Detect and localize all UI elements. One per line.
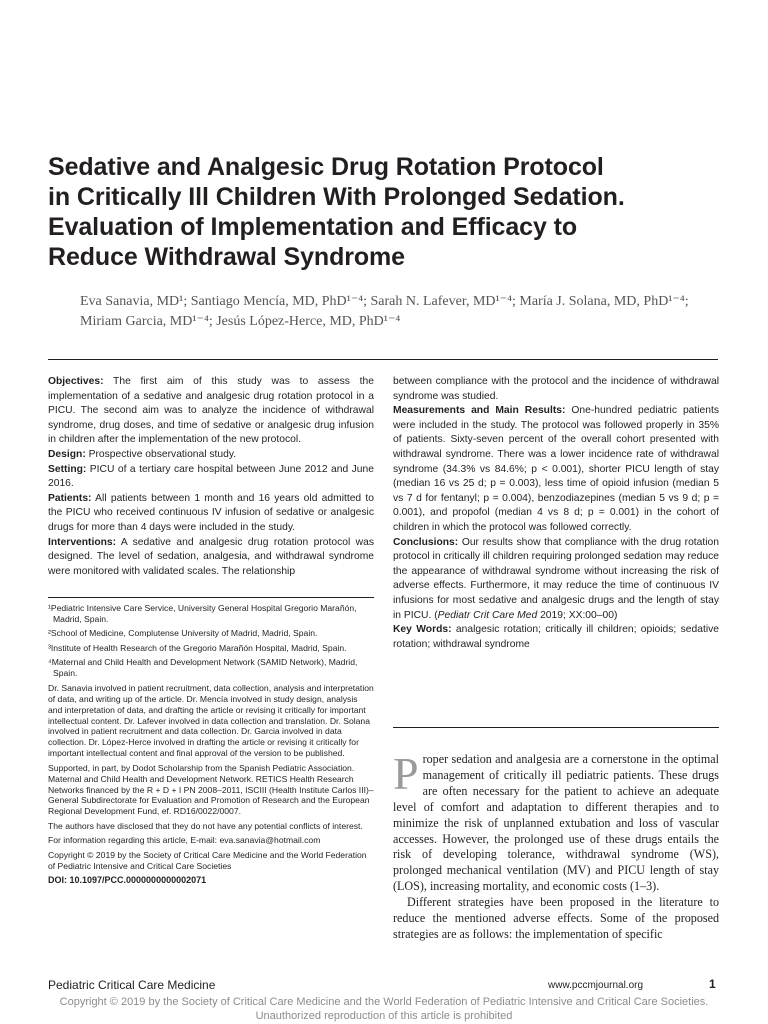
abstract-setting: Setting: PICU of a tertiary care hospital between June 2012 and June 2016. [48,463,374,490]
contact-info: For information regarding this article, E-mail: eva.sanavia@hotmail.com [48,835,321,846]
abstract-interventions: Interventions: A sedative and analgesic drug rotation protocol was designed. The level of sedation, analgesia, and withdrawal syndrome were monitored with validated scales. The relationship [48,536,374,577]
abstract-right-column [393,375,719,652]
abstract-design: Design: Prospective observational study. [48,448,237,460]
introduction-text [393,748,719,943]
affiliation-divider [48,597,374,598]
affiliation-2: ²School of Medicine, Complutense University of Madrid, Madrid, Spain. [48,628,318,639]
header-divider [48,359,718,360]
abstract-keywords: Key Words: analgesic rotation; critically ill children; opioids; sedative rotation; withdrawal syndrome [393,624,719,650]
watermark-line: Copyright © 2019 by the Society of Critical Care Medicine and the World Federation of Pediatric Intensive and Critical Care Societies. [59,996,709,1008]
watermark-line: Unauthorized reproduction of this article is prohibited [255,1010,513,1022]
abstract-left-column [48,375,374,579]
author-list [80,292,730,332]
author-contributions: Dr. Sanavia involved in patient recruitment, data collection, analysis and interpretation of data, and writing up of the article. Dr. Mencía involved in study design, analysis and interpretation of data, and drafting the article or revising it critically for important intellectual content. Dr. Lafever involved in data collection and translation. Dr. Solana involved in patient recruitment and data collection. Dr. Garcia involved in data collection. Dr. López-Herce involved in drafting the article or revising it critically for important intellectual content and final approval of the version to be published. [48,682,374,759]
affiliation-4: ⁴Maternal and Child Health and Development Network (SAMID Network), Madrid, Spain. [48,657,358,679]
abstract-conclusions: Conclusions: Our results show that compliance with the drug rotation protocol in critically ill children requiring prolonged sedation may reduce the appearance of withdrawal syndrome without increasing the risk of adverse effects. Furthermore, it may reduce the time of continuous IV infusions for most sedative and analgesic drugs and the length of stay in PICU. (Pediatr Crit Care Med 2019; XX:00–00) [393,536,719,621]
title-line: Evaluation of Implementation and Efficacy to [48,213,578,241]
title-line: in Critically Ill Children With Prolonged Sedation. [48,183,625,211]
copyright-watermark [0,995,768,1023]
abstract-objectives: Objectives: The first aim of this study was to assess the implementation of a sedative and analgesic drug rotation protocol in a PICU. The second aim was to analyze the incidence of withdrawal syndrome, drug doses, and time of sedative or analgesic drug infusion in children after the implementation of the new protocol. [48,376,374,446]
drop-cap: P [393,748,419,799]
author-line: Miriam Garcia, MD¹⁻⁴; Jesús López-Herce, MD, PhD¹⁻⁴ [80,314,401,329]
abstract-interventions-cont: between compliance with the protocol and the incidence of withdrawal syndrome was studied. [393,376,719,402]
conflict-statement: The authors have disclosed that they do not have any potential conflicts of interest. [48,820,363,831]
intro-paragraph-2: Different strategies have been proposed in the literature to reduce the mentioned adverse effects. Some of the proposed strategies are as follows: the implementation of specific [393,895,719,941]
page-number: 1 [709,977,716,991]
article-title [48,152,728,272]
footer-journal-name: Pediatric Critical Care Medicine [48,978,216,992]
affiliation-1: ¹Pediatric Intensive Care Service, University General Hospital Gregorio Marañón, Madrid, Spain. [48,603,357,624]
title-line: Sedative and Analgesic Drug Rotation Protocol [48,153,604,181]
copyright-note: Copyright © 2019 by the Society of Critical Care Medicine and the World Federation of Pediatric Intensive and Critical Care Societies [48,849,367,871]
front-matter-notes [48,603,374,890]
doi: DOI: 10.1097/PCC.0000000000002071 [48,875,207,886]
affiliation-3: ³Institute of Health Research of the Gregorio Marañón Hospital, Madrid, Spain. [48,642,347,653]
author-line: Eva Sanavia, MD¹; Santiago Mencía, MD, PhD¹⁻⁴; Sarah N. Lafever, MD¹⁻⁴; María J. Solana, MD, PhD¹⁻⁴; [80,294,689,309]
intro-paragraph-1: Proper sedation and analgesia are a cornerstone in the optimal management of critically ill pediatric patients. These drugs are often necessary for the patient to achieve an adequate level of comfort and adaptation to different therapies and to minimize the risk of unplanned extubation and loss of vascular accesses. However, the prolonged use of these drugs entails the risk of developing tolerance, withdrawal syndrome (WS), prolonged mechanical ventilation (MV) and PICU length of stay (LOS), increasing mortality, and economic costs (1–3). [393,748,719,894]
abstract-measurements: Measurements and Main Results: One-hundred pediatric patients were included in the study. The protocol was followed properly in 35% of patients. Sixty-seven percent of the overall cohort presented with withdrawal syndrome. There was a lower incidence rate of withdrawal syndrome (34.3% vs 84.6%; p < 0.001), shorter PICU length of stay (median 16 vs 25 d; p = 0.003), less time of opioid infusion (median 5 vs 7 d for fentanyl; p = 0.004), benzodiazepines (median 5 vs 9 d; p = 0.001), and propofol (median 4 vs 8 d; p = 0.001) in the cohort of children in which the protocol was followed correctly. [393,405,720,533]
abstract-patients: Patients: All patients between 1 month and 16 years old admitted to the PICU who received continuous IV infusion of sedative or analgesic drugs for more than 4 days were included in the study. [48,492,374,533]
title-line: Reduce Withdrawal Syndrome [48,243,405,271]
abstract-divider [393,727,719,728]
funding-statement: Supported, in part, by Dodot Scholarship from the Spanish Pediatric Association. Maternal and Child Health and Development Network. RETICS Health Research Networks financed by the R + D + I PN 2008–2011, ISCIII (Health Institute Carlos III)–General Subdirectorate for Evaluation and Promotion of Research and the European Regional Development Fund, ef. RD16/0022/0007. [48,762,374,817]
footer-journal-url[interactable]: www.pccmjournal.org [548,980,644,991]
